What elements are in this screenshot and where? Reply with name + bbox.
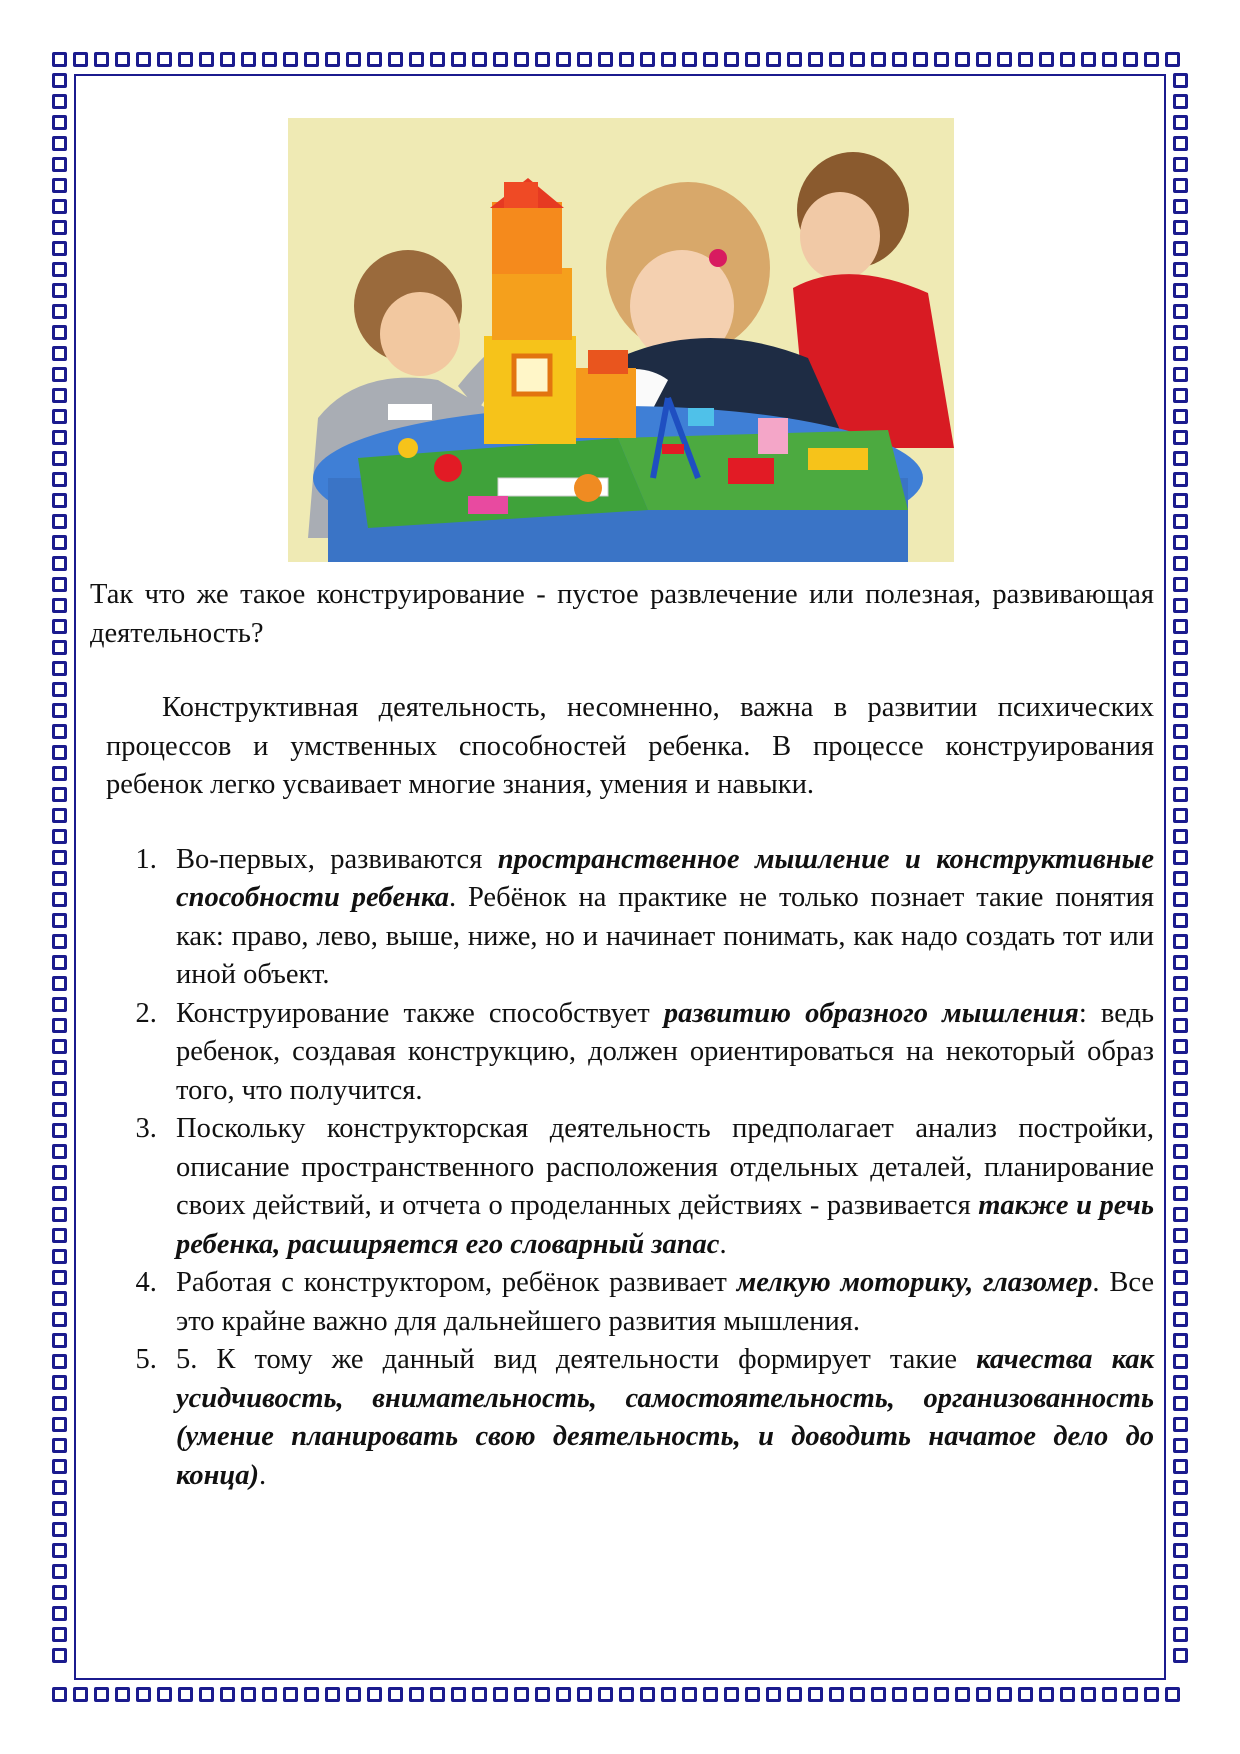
border-link	[52, 283, 67, 298]
border-link	[472, 1687, 487, 1702]
border-link	[745, 52, 760, 67]
border-link	[1173, 1081, 1188, 1096]
border-link	[598, 52, 613, 67]
border-link	[1173, 346, 1188, 361]
border-link	[1060, 52, 1075, 67]
border-link	[598, 1687, 613, 1702]
border-link	[52, 913, 67, 928]
border-link	[52, 472, 67, 487]
border-link	[1173, 1039, 1188, 1054]
border-link	[52, 1102, 67, 1117]
border-link	[1039, 52, 1054, 67]
border-link	[52, 1312, 67, 1327]
border-link	[451, 1687, 466, 1702]
list-item: 5. 5. К тому же данный вид деятельности формирует такие качества как усидчивость, внимательность, самостоятельность, организованность (умение планировать свою деятельность, и доводить начатое дело до конца).	[164, 1341, 1154, 1495]
border-link	[367, 1687, 382, 1702]
border-link	[1173, 598, 1188, 613]
border-link	[1173, 451, 1188, 466]
border-link	[220, 1687, 235, 1702]
border-link	[1060, 1687, 1075, 1702]
border-link	[1018, 1687, 1033, 1702]
border-link	[52, 1564, 67, 1579]
border-link	[1173, 325, 1188, 340]
border-link	[52, 94, 67, 109]
border-inner-rule	[74, 74, 76, 1678]
border-link	[52, 430, 67, 445]
border-link	[304, 1687, 319, 1702]
border-link	[157, 52, 172, 67]
border-link	[934, 1687, 949, 1702]
border-link	[1173, 367, 1188, 382]
border-link	[514, 52, 529, 67]
border-link	[430, 52, 445, 67]
border-link	[976, 52, 991, 67]
border-link	[73, 1687, 88, 1702]
border-link	[703, 52, 718, 67]
border-link	[241, 52, 256, 67]
border-link	[52, 1627, 67, 1642]
border-link	[73, 52, 88, 67]
border-link	[1173, 115, 1188, 130]
border-link	[1173, 157, 1188, 172]
border-link	[1173, 472, 1188, 487]
border-link	[52, 619, 67, 634]
border-link	[52, 157, 67, 172]
border-link	[1173, 1564, 1188, 1579]
border-link	[1173, 619, 1188, 634]
border-link	[1123, 52, 1138, 67]
border-link	[1081, 52, 1096, 67]
border-link	[52, 1207, 67, 1222]
border-link	[1102, 1687, 1117, 1702]
border-link	[1173, 493, 1188, 508]
border-link	[52, 199, 67, 214]
border-link	[1173, 1228, 1188, 1243]
border-link	[640, 1687, 655, 1702]
border-link	[52, 598, 67, 613]
border-link	[52, 1459, 67, 1474]
border-link	[115, 1687, 130, 1702]
border-link	[493, 1687, 508, 1702]
border-link	[787, 52, 802, 67]
border-link	[52, 1186, 67, 1201]
border-link	[52, 514, 67, 529]
border-link	[1144, 1687, 1159, 1702]
border-link	[52, 1249, 67, 1264]
border-link	[913, 1687, 928, 1702]
border-link	[346, 52, 361, 67]
border-link	[829, 1687, 844, 1702]
border-link	[1173, 136, 1188, 151]
border-link	[976, 1687, 991, 1702]
border-link	[388, 1687, 403, 1702]
border-link	[1173, 1354, 1188, 1369]
border-link	[1173, 409, 1188, 424]
border-link	[556, 1687, 571, 1702]
border-link	[199, 52, 214, 67]
border-link	[52, 1291, 67, 1306]
border-link	[325, 1687, 340, 1702]
border-link	[1173, 577, 1188, 592]
border-link	[1173, 1102, 1188, 1117]
border-link	[52, 1522, 67, 1537]
border-link	[52, 850, 67, 865]
border-link	[52, 1018, 67, 1033]
border-link	[850, 1687, 865, 1702]
border-link	[220, 52, 235, 67]
border-link	[388, 52, 403, 67]
border-link	[136, 1687, 151, 1702]
border-link	[1173, 430, 1188, 445]
border-link	[52, 892, 67, 907]
border-link	[682, 52, 697, 67]
border-link	[1173, 1312, 1188, 1327]
border-link	[52, 871, 67, 886]
border-link	[283, 1687, 298, 1702]
border-link	[661, 52, 676, 67]
border-link	[1173, 1396, 1188, 1411]
border-link	[1173, 1207, 1188, 1222]
border-link	[556, 52, 571, 67]
border-link	[52, 1123, 67, 1138]
border-link	[1173, 703, 1188, 718]
border-link	[1173, 1291, 1188, 1306]
border-link	[1173, 1522, 1188, 1537]
border-link	[871, 52, 886, 67]
border-link	[325, 52, 340, 67]
border-link	[619, 1687, 634, 1702]
border-link	[52, 556, 67, 571]
border-link	[52, 136, 67, 151]
border-link	[1173, 283, 1188, 298]
border-link	[1165, 1687, 1180, 1702]
border-link	[1173, 1375, 1188, 1390]
border-link	[1173, 1585, 1188, 1600]
question-paragraph: Так что же такое конструирование - пустое развлечение или полезная, развивающая деятельность?	[90, 579, 1154, 649]
border-link	[913, 52, 928, 67]
border-link	[409, 1687, 424, 1702]
border-link	[1173, 199, 1188, 214]
border-link	[1173, 640, 1188, 655]
benefits-list	[90, 841, 1154, 1496]
border-link	[346, 1687, 361, 1702]
children-building-blocks-photo	[288, 118, 954, 562]
border-link	[934, 52, 949, 67]
border-link	[1173, 955, 1188, 970]
border-link	[1173, 871, 1188, 886]
border-link	[1173, 1606, 1188, 1621]
border-link	[52, 1585, 67, 1600]
border-link	[52, 1543, 67, 1558]
border-link	[52, 1354, 67, 1369]
border-link	[52, 325, 67, 340]
border-link	[766, 52, 781, 67]
border-link	[52, 577, 67, 592]
border-link	[1173, 934, 1188, 949]
border-link	[52, 1144, 67, 1159]
border-link	[52, 115, 67, 130]
border-link	[1173, 1165, 1188, 1180]
border-link	[52, 241, 67, 256]
border-link	[136, 52, 151, 67]
border-link	[1173, 535, 1188, 550]
border-link	[52, 451, 67, 466]
border-link	[1173, 808, 1188, 823]
border-link	[52, 1165, 67, 1180]
border-link	[997, 52, 1012, 67]
list-item: 1. Во-первых, развиваются пространственное мышление и конструктивные способности ребенка. Ребёнок на практике не только познает такие понятия как: право, лево, выше, ниже, но и начинает понимать, как надо создать тот или иной объект.	[164, 841, 1154, 995]
border-link	[52, 262, 67, 277]
border-link	[871, 1687, 886, 1702]
border-link	[52, 829, 67, 844]
border-link	[52, 1480, 67, 1495]
border-link	[52, 934, 67, 949]
border-link	[1173, 724, 1188, 739]
border-inner-rule	[74, 74, 1166, 76]
border-link	[850, 52, 865, 67]
border-link	[52, 1270, 67, 1285]
border-link	[577, 1687, 592, 1702]
border-link	[52, 997, 67, 1012]
border-link	[52, 73, 67, 88]
border-link	[52, 409, 67, 424]
border-link	[892, 1687, 907, 1702]
list-item: 3. Поскольку конструкторская деятельность предполагает анализ постройки, описание пространственного расположения отдельных деталей, планирование своих действий, и отчета о проделанных действиях - развивается также и речь ребенка, расширяется его словарный запас.	[164, 1110, 1154, 1264]
border-link	[1173, 241, 1188, 256]
border-link	[52, 178, 67, 193]
border-link	[52, 745, 67, 760]
border-link	[451, 52, 466, 67]
border-link	[178, 1687, 193, 1702]
border-link	[829, 52, 844, 67]
border-link	[52, 1081, 67, 1096]
border-link	[52, 493, 67, 508]
border-link	[472, 52, 487, 67]
border-link	[1173, 913, 1188, 928]
border-link	[1102, 52, 1117, 67]
border-link	[1173, 976, 1188, 991]
border-link	[115, 52, 130, 67]
border-link	[1173, 745, 1188, 760]
border-link	[1173, 892, 1188, 907]
border-link	[52, 1039, 67, 1054]
border-link	[1173, 94, 1188, 109]
border-link	[52, 787, 67, 802]
intro-paragraph: Конструктивная деятельность, несомненно, важна в развитии психических процессов и умственных способностей ребенка. В процессе конструирования ребенок легко усваивает многие знания, умения и навыки.	[106, 692, 1154, 800]
border-link	[1173, 388, 1188, 403]
border-link	[283, 52, 298, 67]
border-link	[577, 52, 592, 67]
border-link	[52, 1396, 67, 1411]
border-link	[52, 976, 67, 991]
list-item: 4. Работая с конструктором, ребёнок развивает мелкую моторику, глазомер. Все это крайне важно для дальнейшего развития мышления.	[164, 1264, 1154, 1341]
border-link	[1173, 1459, 1188, 1474]
border-link	[52, 1417, 67, 1432]
border-link	[892, 52, 907, 67]
border-link	[52, 1228, 67, 1243]
border-link	[1173, 1648, 1188, 1663]
border-link	[304, 52, 319, 67]
border-link	[52, 367, 67, 382]
border-link	[52, 1438, 67, 1453]
border-link	[808, 1687, 823, 1702]
border-link	[703, 1687, 718, 1702]
border-link	[724, 52, 739, 67]
border-link	[1144, 52, 1159, 67]
border-link	[955, 1687, 970, 1702]
border-link	[52, 766, 67, 781]
border-link	[997, 1687, 1012, 1702]
border-link	[1173, 1144, 1188, 1159]
border-link	[52, 535, 67, 550]
border-link	[1173, 1249, 1188, 1264]
border-link	[1173, 1186, 1188, 1201]
border-link	[409, 52, 424, 67]
border-link	[1173, 682, 1188, 697]
border-link	[682, 1687, 697, 1702]
border-link	[262, 1687, 277, 1702]
border-link	[1173, 787, 1188, 802]
border-link	[1173, 1018, 1188, 1033]
border-link	[1173, 1438, 1188, 1453]
border-link	[1173, 1123, 1188, 1138]
border-link	[514, 1687, 529, 1702]
border-link	[52, 220, 67, 235]
border-link	[52, 1375, 67, 1390]
border-link	[52, 682, 67, 697]
border-link	[1018, 52, 1033, 67]
border-link	[1173, 850, 1188, 865]
border-link	[52, 1060, 67, 1075]
border-link	[367, 52, 382, 67]
border-link	[640, 52, 655, 67]
border-link	[52, 346, 67, 361]
border-link	[1173, 1333, 1188, 1348]
border-link	[94, 52, 109, 67]
list-item: 2. Конструирование также способствует развитию образного мышления: ведь ребенок, создавая конструкцию, должен ориентироваться на некоторый образ того, что получится.	[164, 995, 1154, 1111]
border-link	[1173, 766, 1188, 781]
border-link	[535, 1687, 550, 1702]
border-link	[1039, 1687, 1054, 1702]
border-link	[1173, 829, 1188, 844]
border-link	[52, 1687, 67, 1702]
border-link	[955, 52, 970, 67]
border-link	[52, 52, 67, 67]
border-link	[199, 1687, 214, 1702]
border-link	[1165, 52, 1180, 67]
border-link	[52, 661, 67, 676]
border-link	[493, 52, 508, 67]
border-link	[241, 1687, 256, 1702]
border-link	[52, 1648, 67, 1663]
border-link	[52, 1501, 67, 1516]
border-link	[1123, 1687, 1138, 1702]
border-link	[1173, 556, 1188, 571]
border-link	[178, 52, 193, 67]
border-link	[724, 1687, 739, 1702]
border-link	[52, 1333, 67, 1348]
border-link	[94, 1687, 109, 1702]
border-link	[1173, 997, 1188, 1012]
border-link	[1173, 304, 1188, 319]
border-link	[1173, 1543, 1188, 1558]
border-link	[1173, 661, 1188, 676]
border-link	[52, 955, 67, 970]
border-link	[1173, 220, 1188, 235]
border-inner-rule	[74, 1678, 1166, 1680]
border-link	[1173, 1627, 1188, 1642]
article-body	[90, 576, 1154, 1495]
border-link	[1173, 1417, 1188, 1432]
border-link	[1173, 73, 1188, 88]
border-link	[52, 1606, 67, 1621]
border-link	[535, 52, 550, 67]
border-link	[1173, 514, 1188, 529]
border-link	[1173, 178, 1188, 193]
border-link	[1173, 262, 1188, 277]
border-link	[787, 1687, 802, 1702]
border-link	[661, 1687, 676, 1702]
border-link	[157, 1687, 172, 1702]
border-link	[262, 52, 277, 67]
border-link	[1173, 1270, 1188, 1285]
border-link	[745, 1687, 760, 1702]
border-link	[808, 52, 823, 67]
border-link	[619, 52, 634, 67]
border-link	[1173, 1480, 1188, 1495]
border-link	[766, 1687, 781, 1702]
border-link	[52, 808, 67, 823]
border-link	[52, 703, 67, 718]
border-link	[52, 724, 67, 739]
border-link	[52, 640, 67, 655]
border-inner-rule	[1164, 74, 1166, 1678]
border-link	[1081, 1687, 1096, 1702]
border-link	[52, 388, 67, 403]
border-link	[52, 304, 67, 319]
border-link	[1173, 1501, 1188, 1516]
border-link	[430, 1687, 445, 1702]
border-link	[1173, 1060, 1188, 1075]
